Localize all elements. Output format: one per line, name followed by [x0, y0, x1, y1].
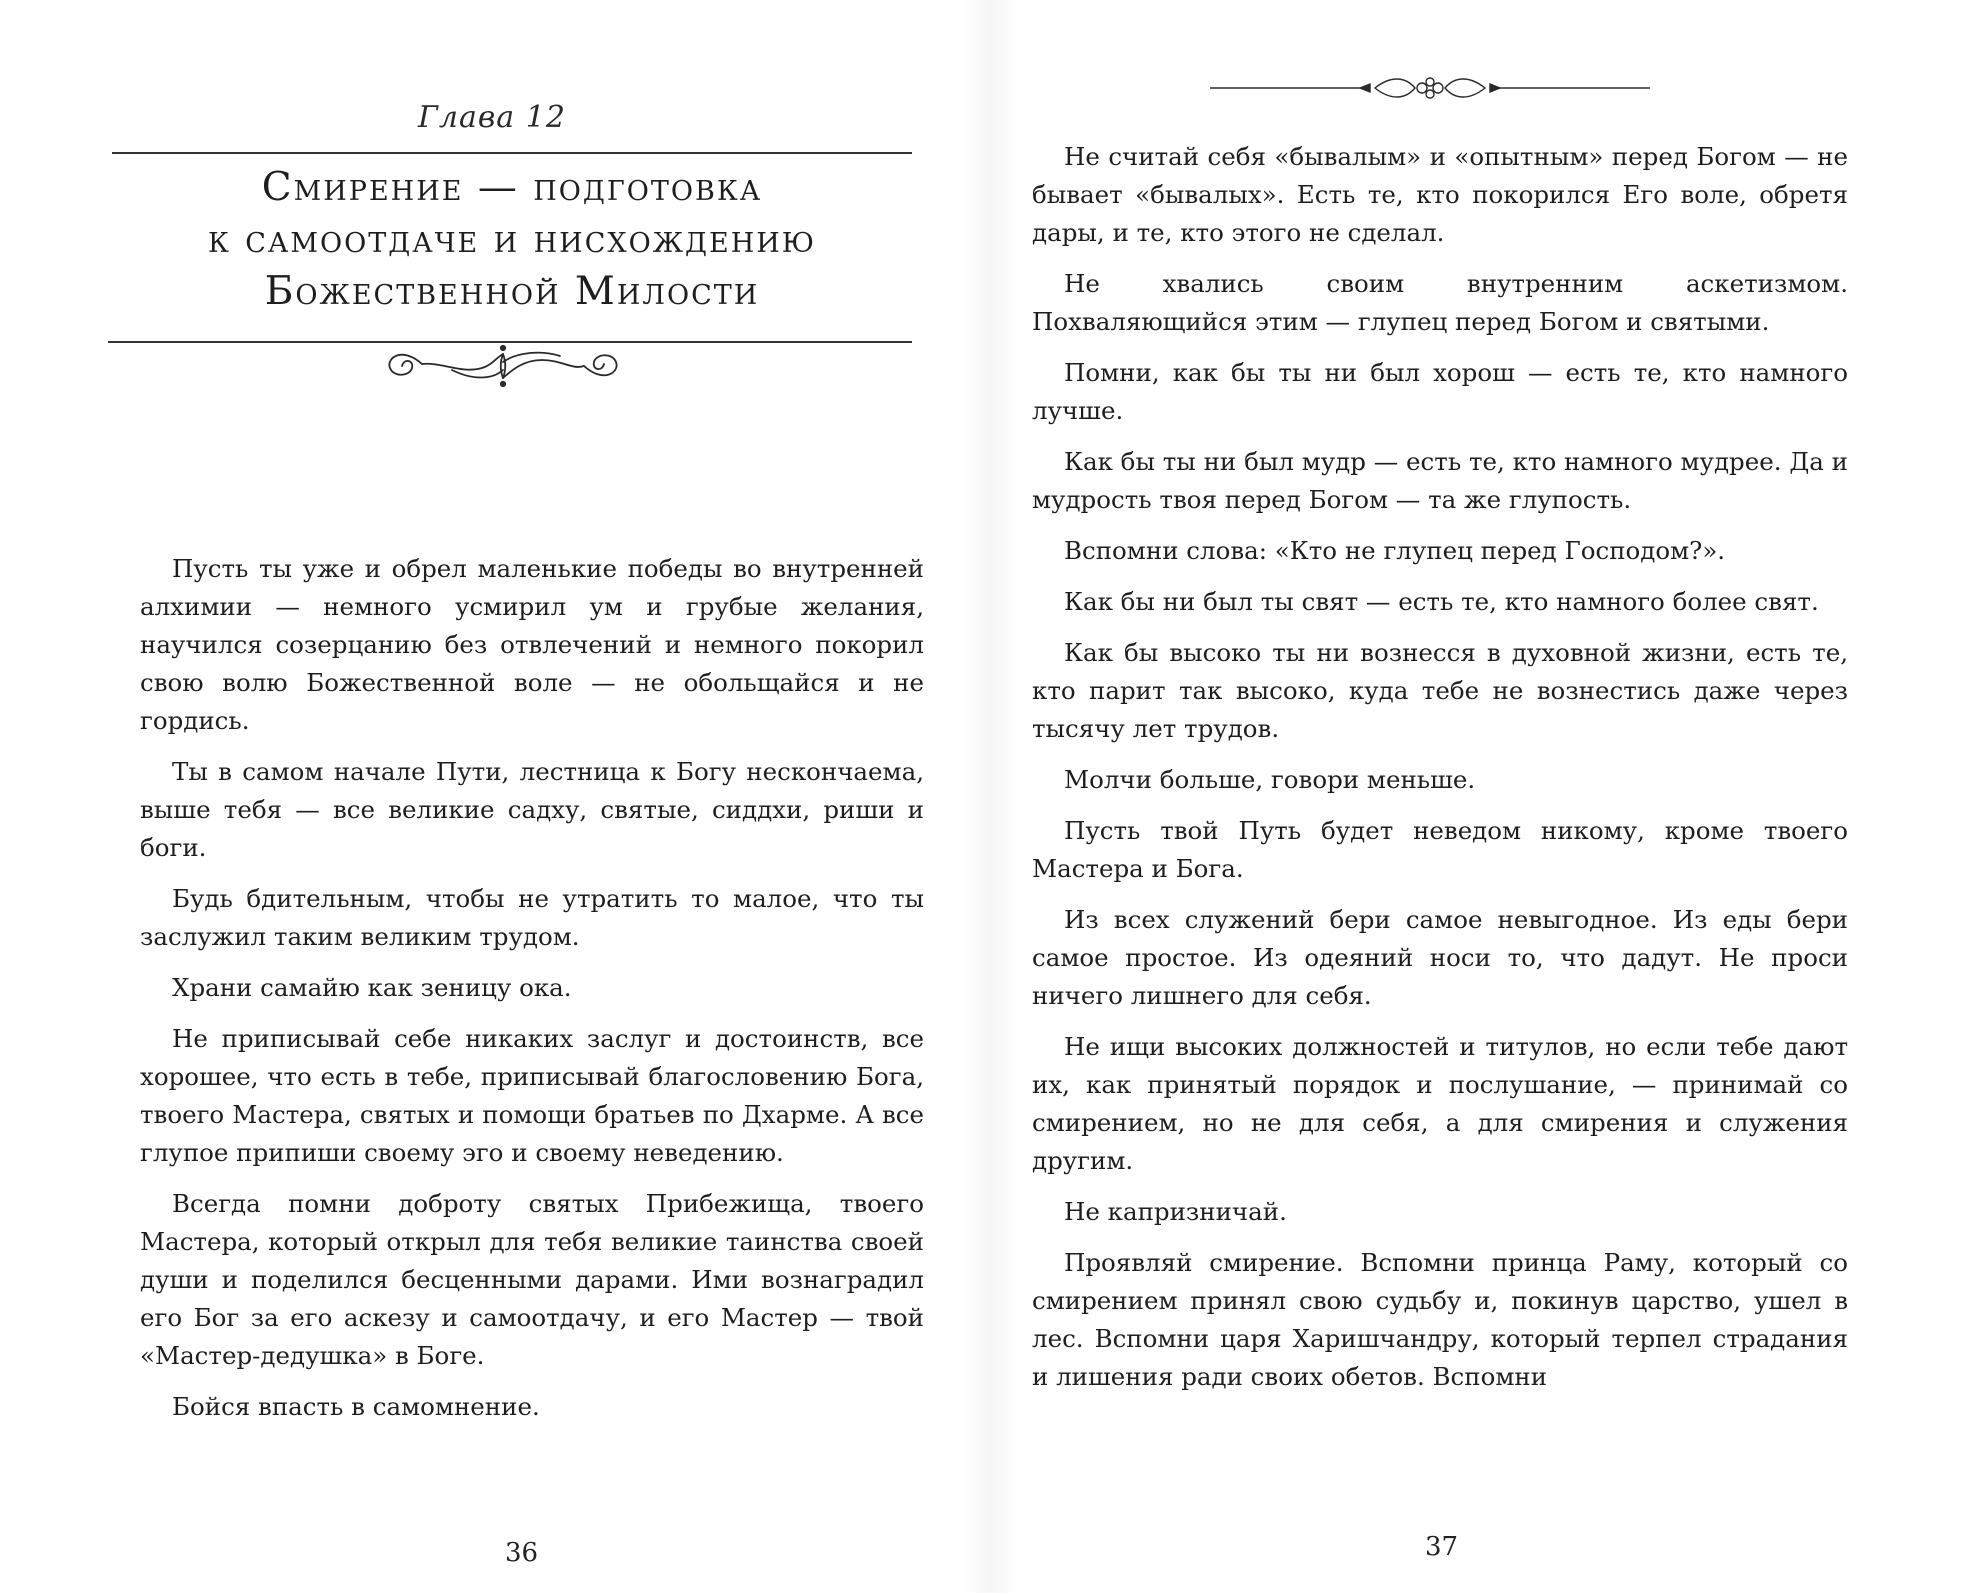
chapter-title-line: Смирение — подготовка: [261, 165, 763, 210]
paragraph: Храни самайю как зеницу ока.: [172, 973, 572, 1002]
page-number-right: 37: [1425, 1532, 1459, 1562]
paragraph: Как бы высоко ты ни вознесся в духовной жизни, есть те, кто парит так высоко, куда тебе не вознестись даже через тысячу лет трудов.: [1032, 638, 1848, 743]
right-page-text: [1032, 138, 1848, 1409]
paragraph: Не приписывай себе никаких заслуг и достоинств, все хорошее, что есть в тебе, приписывай благословению Бога, твоего Мастера, святых и помощи братьев по Дхарме. А все глупое припиши своему эго и своему неведению.: [140, 1024, 924, 1167]
paragraph: Пусть твой Путь будет неведом никому, кроме твоего Мастера и Бога.: [1032, 816, 1848, 883]
chapter-label: Глава 12: [418, 100, 566, 135]
paragraph: Бойся впасть в самомнение.: [172, 1392, 540, 1421]
chapter-title: [112, 162, 912, 318]
chapter-rule-top: [112, 152, 912, 154]
paragraph: Вспомни слова: «Кто не глупец перед Господом?».: [1064, 536, 1726, 565]
paragraph: Помни, как бы ты ни был хорош — есть те, кто намного лучше.: [1032, 358, 1848, 425]
paragraph: Как бы ты ни был мудр — есть те, кто намного мудрее. Да и мудрость твоя перед Богом — та же глупость.: [1032, 447, 1848, 514]
page-number-left: 36: [505, 1538, 539, 1568]
paragraph: Будь бдительным, чтобы не утратить то малое, что ты заслужил таким великим трудом.: [140, 884, 924, 951]
paragraph: Пусть ты уже и обрел маленькие победы во внутренней алхимии — немного усмирил ум и грубые желания, научился созерцанию без отвлечений и немного покорил свою волю Божественной воле — не обольщайся и не гордись.: [140, 554, 924, 735]
paragraph: Из всех служений бери самое невыгодное. Из еды бери самое простое. Из одеяний носи то, что дадут. Не проси ничего лишнего для себя.: [1032, 905, 1848, 1010]
chapter-title-line: Божественной Милости: [264, 269, 760, 314]
paragraph: Не хвались своим внутренним аскетизмом. Похваляющийся этим — глупец перед Богом и святыми.: [1032, 269, 1848, 336]
header-flourish-icon: [1210, 74, 1650, 102]
flourish-ornament-icon: [382, 340, 624, 390]
paragraph: Молчи больше, говори меньше.: [1064, 765, 1476, 794]
paragraph: Как бы ни был ты свят — есть те, кто намного более свят.: [1064, 587, 1819, 616]
left-page: [0, 0, 980, 1593]
paragraph: Не капризничай.: [1064, 1197, 1287, 1226]
paragraph: Не считай себя «бывалым» и «опытным» перед Богом — не бывает «бывалых». Есть те, кто покорился Его воле, обретя дары, и те, кто этого не сделал.: [1032, 142, 1848, 247]
paragraph: Не ищи высоких должностей и титулов, но если тебе дают их, как принятый порядок и послушание, — принимай со смирением, но не для себя, а для смирения и служения другим.: [1032, 1032, 1848, 1175]
left-page-text: [140, 550, 924, 1439]
paragraph: Ты в самом начале Пути, лестница к Богу нескончаема, выше тебя — все великие садху, святые, сиддхи, риши и боги.: [140, 757, 924, 862]
chapter-title-line: к самоотдаче и нисхождению: [207, 217, 817, 262]
paragraph: Всегда помни доброту святых Прибежища, твоего Мастера, который открыл для тебя великие таинства своей души и поделился бесценными дарами. Ими вознаградил его Бог за его аскезу и самоотдачу, и его Мастер — твой «Мастер-дедушка» в Боге.: [140, 1189, 924, 1370]
paragraph: Проявляй смирение. Вспомни принца Раму, который со смирением принял свою судьбу и, покинув царство, ушел в лес. Вспомни царя Харишчандру, который терпел страдания и лишения ради своих обетов. Вспомни: [1032, 1248, 1848, 1391]
